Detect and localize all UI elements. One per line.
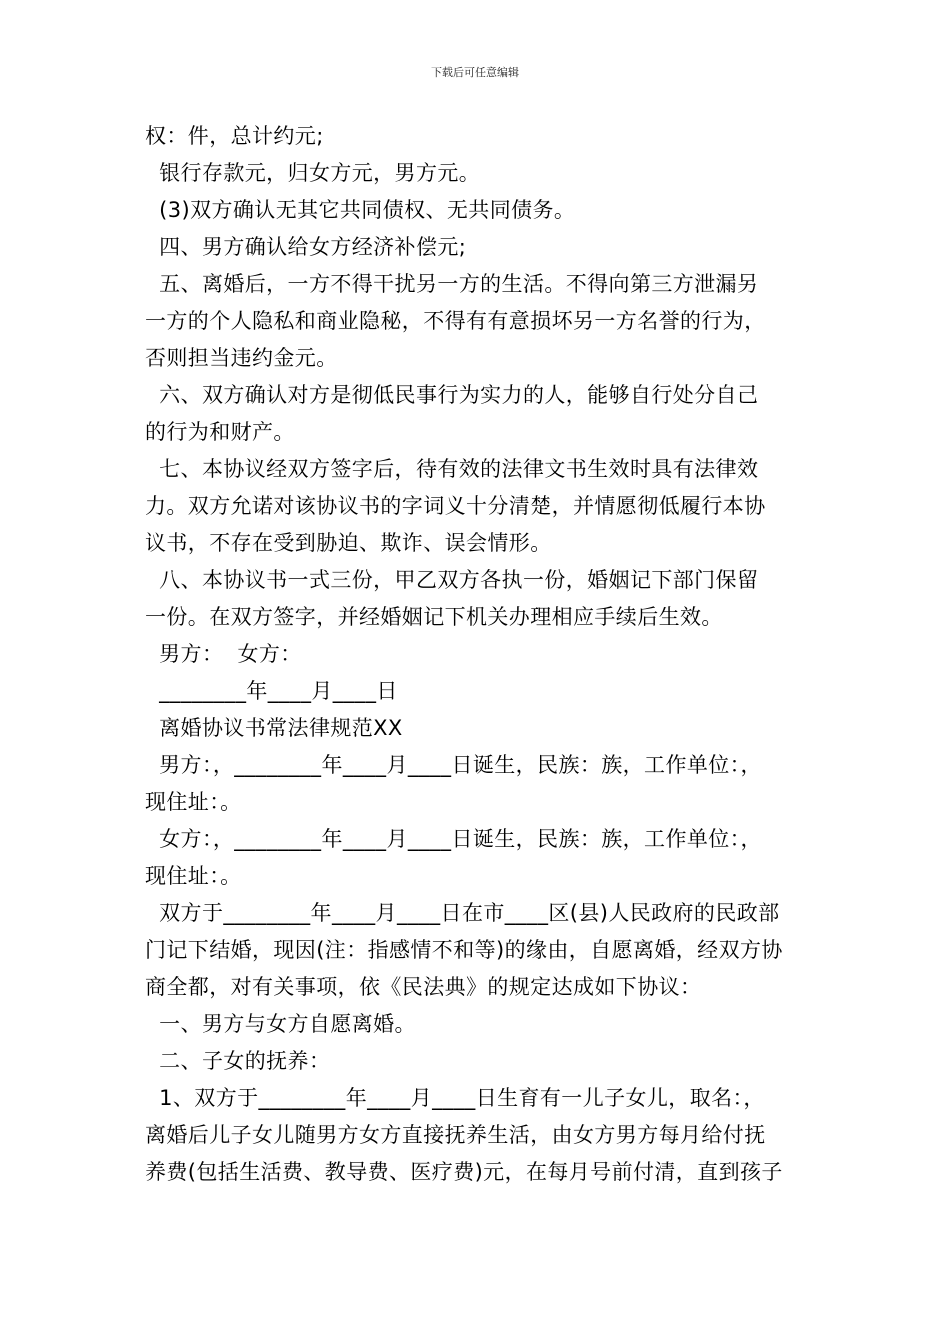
text-line: 五、离婚后，一方不得干扰另一方的生活。不得向第三方泄漏另 xyxy=(145,272,759,296)
text-line: 商全都，对有关事项，依《民法典》的规定达成如下协议： xyxy=(145,975,702,999)
text-line: 权：件，总计约元; xyxy=(145,124,324,148)
section-title: 离婚协议书常法律规范XX xyxy=(145,716,403,740)
text-line: 六、双方确认对方是彻低民事行为实力的人，能够自行处分自己 xyxy=(145,383,759,407)
page-header: 下载后可任意编辑 xyxy=(431,66,519,79)
text-line: 一方的个人隐私和商业隐秘，不得有有意损坏另一方名誉的行为， xyxy=(145,309,766,333)
text-line: 二、子女的抚养： xyxy=(145,1049,331,1073)
text-line: 女方：，________年____月____日诞生，民族：族，工作单位：， xyxy=(145,827,762,851)
text-line: 四、男方确认给女方经济补偿元; xyxy=(145,235,467,259)
text-line: 一份。在双方签字，并经婚姻记下机关办理相应手续后生效。 xyxy=(145,605,723,629)
text-line: 1、双方于________年____月____日生育有一儿子女儿，取名：， xyxy=(145,1086,765,1110)
signature-line: 男方： 女方： xyxy=(145,642,302,666)
text-line: 现住址：。 xyxy=(145,790,242,814)
text-line: 双方于________年____月____日在市____区(县)人民政府的民政部 xyxy=(145,901,780,925)
text-line: 养费(包括生活费、教导费、医疗费)元，在每月号前付清，直到孩子 xyxy=(145,1160,783,1184)
text-line: 一、男方与女方自愿离婚。 xyxy=(145,1012,416,1036)
text-line: 现住址：。 xyxy=(145,864,242,888)
text-line: 银行存款元，归女方元，男方元。 xyxy=(145,161,481,185)
document-body xyxy=(145,118,817,1191)
text-line: 议书，不存在受到胁迫、欺诈、误会情形。 xyxy=(145,531,552,555)
text-line: 门记下结婚，现因(注：指感情不和等)的缘由，自愿离婚，经双方协 xyxy=(145,938,783,962)
text-line: 的行为和财产。 xyxy=(145,420,295,444)
text-line: (3)双方确认无其它共同债权、无共同债务。 xyxy=(145,198,576,222)
text-line: 离婚后儿子女儿随男方女方直接抚养生活，由女方男方每月给付抚 xyxy=(145,1123,766,1147)
date-line: ________年____月____日 xyxy=(145,679,398,703)
text-line: 否则担当违约金元。 xyxy=(145,346,338,370)
text-line: 七、本协议经双方签字后，待有效的法律文书生效时具有法律效 xyxy=(145,457,759,481)
text-line: 八、本协议书一式三份，甲乙双方各执一份，婚姻记下部门保留 xyxy=(145,568,759,592)
text-line: 男方：，________年____月____日诞生，民族：族，工作单位：， xyxy=(145,753,762,777)
text-line: 力。双方允诺对该协议书的字词义十分清楚，并情愿彻低履行本协 xyxy=(145,494,766,518)
